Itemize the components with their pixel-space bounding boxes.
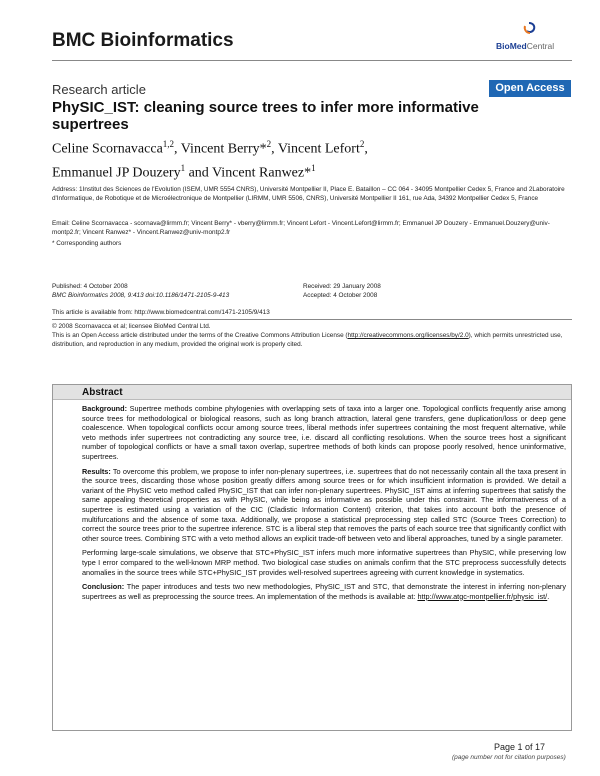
page-number: Page 1 of 17 <box>494 742 546 752</box>
corresponding-note: * Corresponding authors <box>52 240 122 247</box>
biomed-central-logo[interactable] <box>496 22 566 52</box>
author-addresses: Address: 1Institut des Sciences de l'Evolution (ISEM, UMR 5554 CNRS), Université Montpellier II, Place E. Bataillon – CC 064 - 34095 Montpellier Cedex 5, France and 2Laboratoire d'Informatique, de Robotique et de Microélectronique de Montpellier (LIRMM, UMR 5506, CNRS), Université Montpellier II 161, rue Ada, 34392 Montpellier Cedex 5, France <box>52 186 565 202</box>
author-list: Celine Scornavacca$^{1,2}$, Vincent Berry*$^2$, Vincent Lefort$^2$, Emmanuel JP Douzery$^1$ and Vincent Ranwez*$^1$ <box>52 139 368 181</box>
page-note: (page number not for citation purposes) <box>452 754 566 761</box>
abstract-results: Results: To overcome this problem, we propose to infer non-plenary supertrees, i.e. supertrees that do not necessarily contain all the taxa present in the source trees, discarding those whose position greatly differs among source trees or for which insufficient information is provided. We detail a variant of the PhySIC veto method called PhySIC_IST that can infer non-plenary supertrees. PhySIC_IST aims at inferring supertrees that satisfy the same appealing theoretical properties as with PhySIC, while being as informative as possible under this constraint. The informativeness of a supertree is estimated using a variation of the CIC (Cladistic Information Content) criterion, that takes into account both the presence of multifurcations and the absence of some taxa. Additionally, we propose a statistical preprocessing step called STC (Source Trees Correction) to correct the source trees prior to the supertree inference. STC is a liberal step that removes the parts of each source tree that significantly conflict with other source trees. Combining STC with a veto method allows an explicit trade-off between veto and liberal approaches, tuned by a single parameter. <box>82 466 566 543</box>
article-url[interactable]: This article is available from: http://www.biomedcentral.com/1471-2105/9/413 <box>52 309 270 316</box>
software-link[interactable]: http://www.atgc-montpellier.fr/physic_ist/ <box>417 591 548 601</box>
received-date: Received: 29 January 2008 <box>303 283 381 290</box>
abstract-results-continued: Performing large-scale simulations, we observe that STC+PhySIC_IST infers much more informative supertrees than PhySIC, while preserving low type I error compared to the well-known MRP method. Two biological case studies on animals confirm that the STC preprocess successfully detects anomalies in the source trees while STC+PhySIC_IST provides well-resolved supertrees agreeing with current knowledge in systematics. <box>82 548 566 577</box>
accepted-date: Accepted: 4 October 2008 <box>303 291 378 299</box>
abstract-background: Background: Supertree methods combine phylogenies with overlapping sets of taxa into a larger one. Topological conflicts frequently arise among source trees for methodological or biological reasons, such as long branch attraction, lateral gene transfers, gene duplication/loss or deep gene coalescence. When topological conflicts occur among source trees, liberal methods infer supertrees containing the most frequent alternative, while veto methods infer supertrees not contradicting any source tree, i.e. discard all conflicting resolutions. When the source trees host a significant number of topological conflicts or have a small taxon overlap, supertree methods of both kinds can propose poorly resolved, hence uninformative, supertrees. <box>82 404 566 461</box>
article-title: PhySIC_IST: cleaning source trees to infer more informative supertrees <box>52 99 479 133</box>
journal-title: BMC Bioinformatics <box>52 30 234 51</box>
citation: BMC Bioinformatics 2008, 9:413 doi:10.1186/1471-2105-9-413 <box>52 291 230 299</box>
license-text: This is an Open Access article distributed under the terms of the Creative Commons Attribution License (http://creativecommons.org/licenses/by/2.0), which permits unrestricted use, distribution, and reproduction in any medium, provided the original work is properly cited. <box>52 332 563 348</box>
copyright-line: © 2008 Scornavacca et al; licensee BioMed Central Ltd. <box>52 323 211 330</box>
abstract-heading: Abstract <box>82 387 123 398</box>
abstract-conclusion: Conclusion: The paper introduces and tests two new methodologies, PhySIC_IST and STC, that demonstrate the interest in inferring non-plenary supertrees as well as preprocessing the source trees. An implementation of the methods is available at: http://www.atgc-montpellier.fr/physic_ist/. <box>82 582 566 601</box>
logo-swirl-icon <box>522 22 536 35</box>
publication-info <box>52 283 282 300</box>
license-link[interactable]: http://creativecommons.org/licenses/by/2.0 <box>347 332 469 339</box>
author-emails: Email: Celine Scornavacca - scornava@lirmm.fr; Vincent Berry* - vberry@lirmm.fr; Vincent Lefort - Vincent.Lefort@lirmm.fr; Emmanuel JP Douzery - Emmanuel.Douzery@univ-montp2.fr; Vincent Ranwez* - Vincent.Ranwez@univ-montp2.fr <box>52 220 550 236</box>
published-date: Published: 4 October 2008 <box>52 283 128 290</box>
header-divider <box>52 60 572 61</box>
info-divider <box>52 319 572 320</box>
review-dates <box>303 283 533 300</box>
article-type: Research article <box>52 82 146 97</box>
logo-wordmark: BioMedCentral <box>496 41 555 51</box>
open-access-badge: Open Access <box>489 80 571 97</box>
abstract-header <box>53 385 571 400</box>
abstract-body <box>82 404 566 606</box>
abstract-box <box>52 384 572 731</box>
